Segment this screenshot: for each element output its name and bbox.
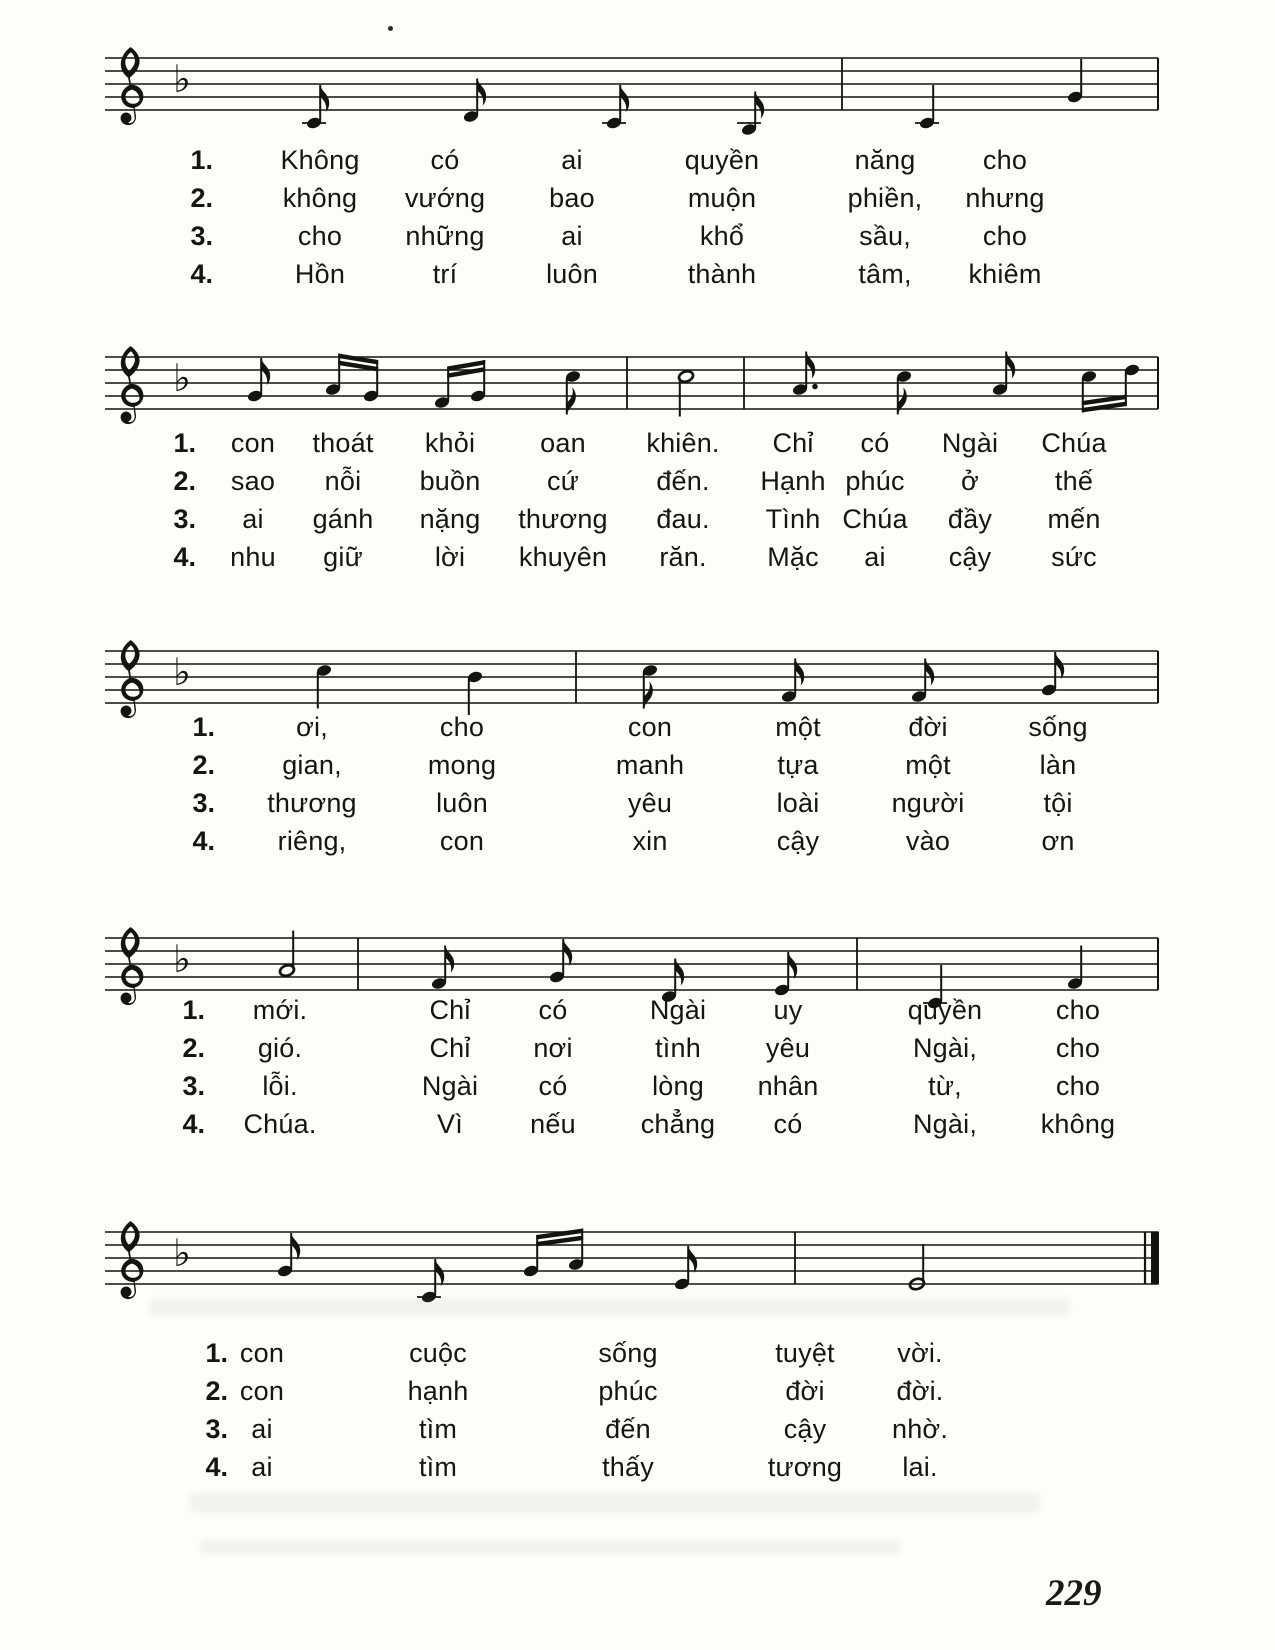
lyric-word: Không bbox=[280, 145, 360, 175]
lyric-word: Ngài bbox=[421, 1071, 479, 1101]
eighth-flag bbox=[806, 352, 815, 379]
lyric-word: đầy bbox=[947, 504, 993, 534]
lyric-word: yêu bbox=[627, 788, 673, 818]
lyric-word: Hạnh bbox=[760, 466, 826, 496]
eighth-flag bbox=[291, 1233, 300, 1260]
verse-number: 2. bbox=[182, 1033, 205, 1063]
lyric-word: cứ bbox=[547, 466, 579, 496]
lyric-word: nỗi bbox=[324, 466, 362, 496]
lyric-word: cho bbox=[1055, 1071, 1101, 1101]
final-barline-thick bbox=[1151, 1232, 1159, 1285]
lyric-word: đời. bbox=[896, 1376, 944, 1406]
lyric-word: quyền bbox=[907, 995, 983, 1025]
verse-number: 1. bbox=[190, 145, 213, 175]
verse-number: 1. bbox=[192, 712, 215, 742]
scan-speck bbox=[388, 26, 393, 31]
lyric-word: thành bbox=[687, 259, 757, 289]
lyric-word: Chỉ bbox=[429, 1033, 471, 1063]
lyric-word: làn bbox=[1039, 750, 1077, 780]
lyric-word: có bbox=[773, 1109, 803, 1139]
lyric-word: xin bbox=[632, 826, 668, 856]
eighth-flag bbox=[620, 85, 629, 112]
lyric-word: nhân bbox=[757, 1071, 819, 1101]
lyric-word: tâm, bbox=[858, 259, 912, 289]
lyric-word: răn. bbox=[659, 542, 707, 572]
verse-number: 3. bbox=[190, 221, 213, 251]
lyric-word: những bbox=[405, 221, 485, 251]
lyric-word: thương bbox=[267, 788, 357, 818]
lyric-word: cho bbox=[1055, 1033, 1101, 1063]
lyric-word: ai bbox=[251, 1452, 273, 1482]
lyric-word: ai bbox=[561, 221, 583, 251]
eighth-flag bbox=[688, 1246, 697, 1273]
lyric-word: một bbox=[905, 750, 951, 780]
lyric-word: Vì bbox=[437, 1109, 463, 1139]
lyric-word: mến bbox=[1047, 504, 1101, 534]
lyric-word: cuộc bbox=[409, 1338, 467, 1368]
verse-number: 2. bbox=[190, 183, 213, 213]
lyric-word: Chúa. bbox=[243, 1109, 317, 1139]
lyric-word: luôn bbox=[546, 259, 598, 289]
lyric-word: con bbox=[230, 428, 276, 458]
flat-sign: ♭ bbox=[173, 57, 191, 101]
lyric-word: khuyên bbox=[518, 542, 608, 572]
lyric-word: sống bbox=[598, 1338, 658, 1368]
lyric-word: nếu bbox=[530, 1109, 576, 1139]
lyric-word: có bbox=[538, 995, 568, 1025]
lyric-word: mới. bbox=[252, 995, 308, 1025]
staff-3 bbox=[105, 640, 1158, 718]
lyric-word: gió. bbox=[257, 1033, 303, 1063]
augmentation-dot bbox=[812, 384, 818, 390]
lyric-word: Chỉ bbox=[429, 995, 471, 1025]
lyric-word: nặng bbox=[419, 504, 481, 534]
lyric-word: con bbox=[239, 1376, 285, 1406]
lyric-word: ơi, bbox=[296, 712, 328, 742]
verse-number: 1. bbox=[205, 1338, 228, 1368]
eighth-flag bbox=[1006, 352, 1015, 379]
verse-number: 4. bbox=[190, 259, 213, 289]
lyric-word: cậy bbox=[783, 1414, 827, 1444]
lyric-word: cho bbox=[439, 712, 485, 742]
lyric-word: tội bbox=[1043, 788, 1073, 818]
eighth-flag bbox=[788, 952, 797, 979]
flat-sign: ♭ bbox=[173, 937, 191, 981]
eighth-flag bbox=[563, 939, 572, 966]
lyric-word: khỏi bbox=[424, 428, 476, 458]
verse-number: 4. bbox=[205, 1452, 228, 1482]
lyric-word: luôn bbox=[436, 788, 488, 818]
lyric-word: giữ bbox=[323, 542, 363, 572]
lyric-word: gánh bbox=[312, 504, 374, 534]
lyric-word: đến bbox=[605, 1414, 651, 1444]
lyric-word: lời bbox=[434, 542, 466, 572]
eighth-flag bbox=[755, 92, 764, 119]
lyric-word: khổ bbox=[699, 221, 745, 251]
lyric-word: ai bbox=[864, 542, 886, 572]
lyric-word: ai bbox=[242, 504, 264, 534]
lyric-word: thoát bbox=[312, 428, 374, 458]
lyric-word: Chúa bbox=[842, 504, 908, 534]
lyric-word: con bbox=[239, 1338, 285, 1368]
lyric-word: manh bbox=[615, 750, 685, 780]
flat-sign: ♭ bbox=[173, 650, 191, 694]
eighth-flag bbox=[435, 1259, 444, 1286]
lyric-word: Ngài bbox=[649, 995, 707, 1025]
lyric-word: gian, bbox=[282, 750, 342, 780]
lyric-word: Ngài, bbox=[912, 1109, 978, 1139]
lyric-word: bao bbox=[549, 183, 595, 213]
lyric-word: Tình bbox=[765, 504, 821, 534]
eighth-flag bbox=[644, 682, 653, 709]
lyric-word: thế bbox=[1054, 466, 1094, 496]
lyric-word: năng bbox=[854, 145, 916, 175]
lyric-word: ơn bbox=[1041, 826, 1075, 856]
lyric-word: đời bbox=[908, 712, 948, 742]
eighth-flag bbox=[445, 946, 454, 973]
verse-number: 4. bbox=[173, 542, 196, 572]
lyric-word: Chúa bbox=[1041, 428, 1107, 458]
lyric-word: nhưng bbox=[965, 183, 1045, 213]
lyric-word: Hồn bbox=[294, 259, 346, 289]
lyric-word: tìm bbox=[418, 1452, 458, 1482]
lyric-word: khiên. bbox=[646, 428, 720, 458]
lyric-word: từ, bbox=[928, 1071, 962, 1101]
verse-number: 3. bbox=[182, 1071, 205, 1101]
lyric-word: nhu bbox=[230, 542, 276, 572]
lyric-word: cho bbox=[1055, 995, 1101, 1025]
lyric-word: cậy bbox=[948, 542, 992, 572]
lyric-word: nơi bbox=[533, 1033, 573, 1063]
verse-number: 1. bbox=[173, 428, 196, 458]
lyric-word: có bbox=[430, 145, 460, 175]
bleed-through-artifact bbox=[190, 1493, 1040, 1513]
eighth-flag bbox=[261, 358, 270, 385]
lyric-word: người bbox=[891, 788, 965, 818]
lyric-word: phúc bbox=[598, 1376, 658, 1406]
lyric-word: tuyệt bbox=[775, 1338, 835, 1368]
eighth-flag bbox=[675, 959, 684, 986]
lyric-word: hạnh bbox=[407, 1376, 469, 1406]
lyric-word: cho bbox=[982, 145, 1028, 175]
lyric-word: phiền, bbox=[847, 183, 923, 213]
lyric-word: nhờ. bbox=[891, 1414, 949, 1444]
eighth-flag bbox=[567, 388, 576, 415]
staff-1 bbox=[105, 47, 1158, 136]
lyric-word: riêng, bbox=[277, 826, 347, 856]
lyric-word: oan bbox=[540, 428, 586, 458]
lyric-word: mong bbox=[427, 750, 497, 780]
lyric-word: tựa bbox=[777, 750, 819, 780]
flat-sign: ♭ bbox=[173, 1231, 191, 1275]
eighth-flag bbox=[320, 85, 329, 112]
lyric-word: chẳng bbox=[640, 1109, 716, 1139]
lyric-word: lỗi. bbox=[262, 1071, 298, 1101]
lyric-word: thấy bbox=[602, 1452, 654, 1482]
lyric-word: sức bbox=[1051, 542, 1097, 572]
verse-number: 4. bbox=[182, 1109, 205, 1139]
lyric-word: đau. bbox=[656, 504, 710, 534]
lyric-word: quyền bbox=[684, 145, 760, 175]
lyric-word: khiêm bbox=[968, 259, 1042, 289]
lyric-word: trí bbox=[432, 259, 458, 289]
lyric-word: muộn bbox=[687, 183, 757, 213]
lyric-word: sầu, bbox=[859, 221, 911, 251]
verse-number: 1. bbox=[182, 995, 205, 1025]
bleed-through-artifact bbox=[200, 1540, 900, 1554]
lyric-word: một bbox=[775, 712, 821, 742]
lyric-word: buồn bbox=[419, 466, 481, 496]
lyric-word: sống bbox=[1028, 712, 1088, 742]
lyric-word: vời. bbox=[897, 1338, 943, 1368]
lyric-word: có bbox=[860, 428, 890, 458]
lyric-word: đời bbox=[785, 1376, 825, 1406]
verse-number: 2. bbox=[173, 466, 196, 496]
verse-number: 3. bbox=[192, 788, 215, 818]
lyric-word: vướng bbox=[404, 183, 486, 213]
lyric-word: lòng bbox=[652, 1071, 704, 1101]
lyric-word: Mặc bbox=[767, 542, 819, 572]
bleed-through-artifact bbox=[150, 1298, 1070, 1316]
verse-number: 2. bbox=[205, 1376, 228, 1406]
lyric-word: ai bbox=[251, 1414, 273, 1444]
eighth-flag bbox=[898, 388, 907, 415]
staff-5 bbox=[105, 1221, 1159, 1304]
lyric-word: lai. bbox=[902, 1452, 938, 1482]
lyric-word: loài bbox=[776, 788, 820, 818]
eighth-flag bbox=[1055, 652, 1064, 679]
staff-2 bbox=[105, 346, 1158, 424]
lyric-word: phúc bbox=[845, 466, 905, 496]
lyric-word: Ngài, bbox=[912, 1033, 978, 1063]
verse-number: 3. bbox=[205, 1414, 228, 1444]
eighth-flag bbox=[925, 659, 934, 686]
verse-number: 2. bbox=[192, 750, 215, 780]
lyric-word: vào bbox=[905, 826, 951, 856]
eighth-flag bbox=[477, 79, 486, 106]
verse-number: 4. bbox=[192, 826, 215, 856]
lyric-word: tìm bbox=[418, 1414, 458, 1444]
lyric-word: Ngài bbox=[941, 428, 999, 458]
lyric-word: có bbox=[538, 1071, 568, 1101]
lyric-word: cho bbox=[297, 221, 343, 251]
lyric-word: ai bbox=[561, 145, 583, 175]
lyric-word: cho bbox=[982, 221, 1028, 251]
lyric-word: con bbox=[439, 826, 485, 856]
lyric-word: ở bbox=[961, 466, 979, 496]
lyric-word: cậy bbox=[776, 826, 820, 856]
lyric-word: không bbox=[282, 183, 358, 213]
flat-sign: ♭ bbox=[173, 356, 191, 400]
lyric-word: đến. bbox=[656, 466, 710, 496]
lyric-word: con bbox=[627, 712, 673, 742]
lyric-word: uy bbox=[773, 995, 803, 1025]
page-number: 229 bbox=[1046, 1573, 1102, 1614]
lyric-word: yêu bbox=[765, 1033, 811, 1063]
lyric-word: Chỉ bbox=[772, 428, 814, 458]
lyric-word: sao bbox=[230, 466, 276, 496]
verse-number: 3. bbox=[173, 504, 196, 534]
lyric-word: không bbox=[1040, 1109, 1116, 1139]
lyric-word: tương bbox=[767, 1452, 843, 1482]
lyric-word: tình bbox=[655, 1033, 701, 1063]
eighth-flag bbox=[795, 659, 804, 686]
lyric-word: thương bbox=[518, 504, 608, 534]
